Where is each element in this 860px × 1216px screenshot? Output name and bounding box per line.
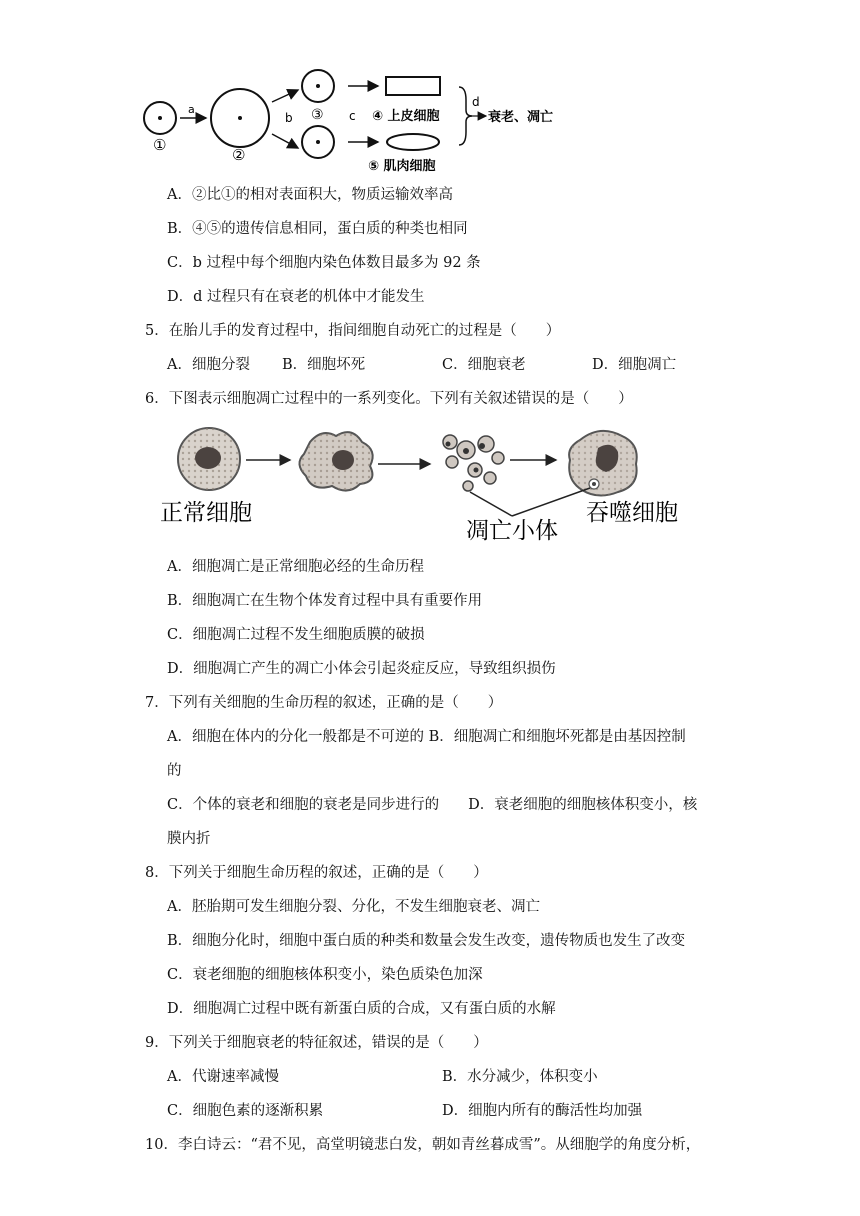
q4-option-a: A．②比①的相对表面积大，物质运输效率高 [167, 187, 453, 203]
q6-stem: 6．下图表示细胞凋亡过程中的一系列变化。下列有关叙述错误的是（ ） [145, 391, 633, 407]
label-phagocyte: 吞噬细胞 [586, 500, 678, 526]
cell-4-label: ④ 上皮细胞 [372, 109, 440, 124]
q9-option-b: B．水分减少，体积变小 [442, 1069, 598, 1085]
q6-option-a: A．细胞凋亡是正常细胞必经的生命历程 [167, 559, 424, 575]
q5-option-c: C．细胞衰老 [442, 357, 526, 373]
label-apoptotic-bodies: 凋亡小体 [466, 518, 558, 544]
q6-option-c: C．细胞凋亡过程不发生细胞质膜的破损 [167, 627, 425, 643]
q9-option-c: C．细胞色素的逐渐积累 [167, 1103, 324, 1119]
q8-option-d: D．细胞凋亡过程中既有新蛋白质的合成，又有蛋白质的水解 [167, 1001, 556, 1017]
label-normal-cell: 正常细胞 [160, 500, 252, 526]
q8-option-b: B．细胞分化时，细胞中蛋白质的种类和数量会发生改变，遗传物质也发生了改变 [167, 933, 686, 949]
cell-3 [302, 70, 334, 102]
arrow-c-label: c [349, 109, 356, 123]
arrow-a-label: a [188, 103, 195, 116]
q7-options-line4: 膜内折 [167, 831, 211, 847]
normal-cell-image [178, 428, 240, 490]
q6-option-d: D．细胞凋亡产生的凋亡小体会引起炎症反应，导致组织损伤 [167, 661, 556, 677]
q9-option-a: A．代谢速率减慢 [167, 1069, 279, 1085]
phagocyte-image [569, 431, 637, 496]
q5-option-d: D．细胞凋亡 [592, 357, 677, 373]
q7-options-line1: A．细胞在体内的分化一般都是不可逆的 B．细胞凋亡和细胞坏死都是由基因控制 [167, 729, 686, 745]
q7-options-line2: 的 [167, 763, 182, 779]
q10-stem: 10．李白诗云：“君不见，高堂明镜悲白发，朝如青丝暮成雪”。从细胞学的角度分析， [145, 1137, 701, 1153]
cell-1 [144, 102, 176, 134]
cell-2-label: ② [232, 146, 246, 164]
q7-stem: 7．下列有关细胞的生命历程的叙述，正确的是（ ） [145, 695, 503, 711]
apoptosis-diagram [0, 420, 860, 550]
q8-option-c: C．衰老细胞的细胞核体积变小，染色质染色加深 [167, 967, 483, 983]
q8-stem: 8．下列关于细胞生命历程的叙述，正确的是（ ） [145, 865, 488, 881]
q9-option-d: D．细胞内所有的酶活性均加强 [442, 1103, 643, 1119]
cell-differentiation-diagram [0, 0, 860, 180]
q4-option-b: B．④⑤的遗传信息相同，蛋白质的种类也相同 [167, 221, 468, 237]
q8-option-a: A．胚胎期可发生细胞分裂、分化，不发生细胞衰老、凋亡 [167, 899, 540, 915]
q5-option-a: A．细胞分裂 [167, 357, 250, 373]
cell-2 [211, 89, 269, 147]
apoptotic-bodies-image [443, 435, 504, 491]
q5-stem: 5．在胎儿手的发育过程中，指间细胞自动死亡的过程是（ ） [145, 323, 561, 339]
epithelial-cell [386, 77, 440, 95]
q4-option-d: D．d 过程只有在衰老的机体中才能发生 [167, 289, 425, 305]
cell-5-precursor [302, 126, 334, 158]
q5-option-b: B．细胞坏死 [282, 357, 366, 373]
arrow-b-label: b [285, 111, 293, 125]
q7-options-line3: C．个体的衰老和细胞的衰老是同步进行的 D．衰老细胞的细胞核体积变小，核 [167, 797, 698, 813]
q4-option-c: C．b 过程中每个细胞内染色体数目最多为 92 条 [167, 255, 481, 271]
cell-5-label: ⑤ 肌肉细胞 [368, 159, 436, 174]
q6-option-b: B．细胞凋亡在生物个体发育过程中具有重要作用 [167, 593, 483, 609]
q9-stem: 9．下列关于细胞衰老的特征叙述，错误的是（ ） [145, 1035, 488, 1051]
cell-1-label: ① [153, 136, 167, 154]
muscle-cell [387, 134, 439, 150]
fate-label: 衰老、凋亡 [488, 110, 554, 125]
arrow-d-label: d [472, 95, 480, 109]
shrinking-cell-image [299, 432, 372, 490]
cell-3-label: ③ [311, 107, 324, 123]
